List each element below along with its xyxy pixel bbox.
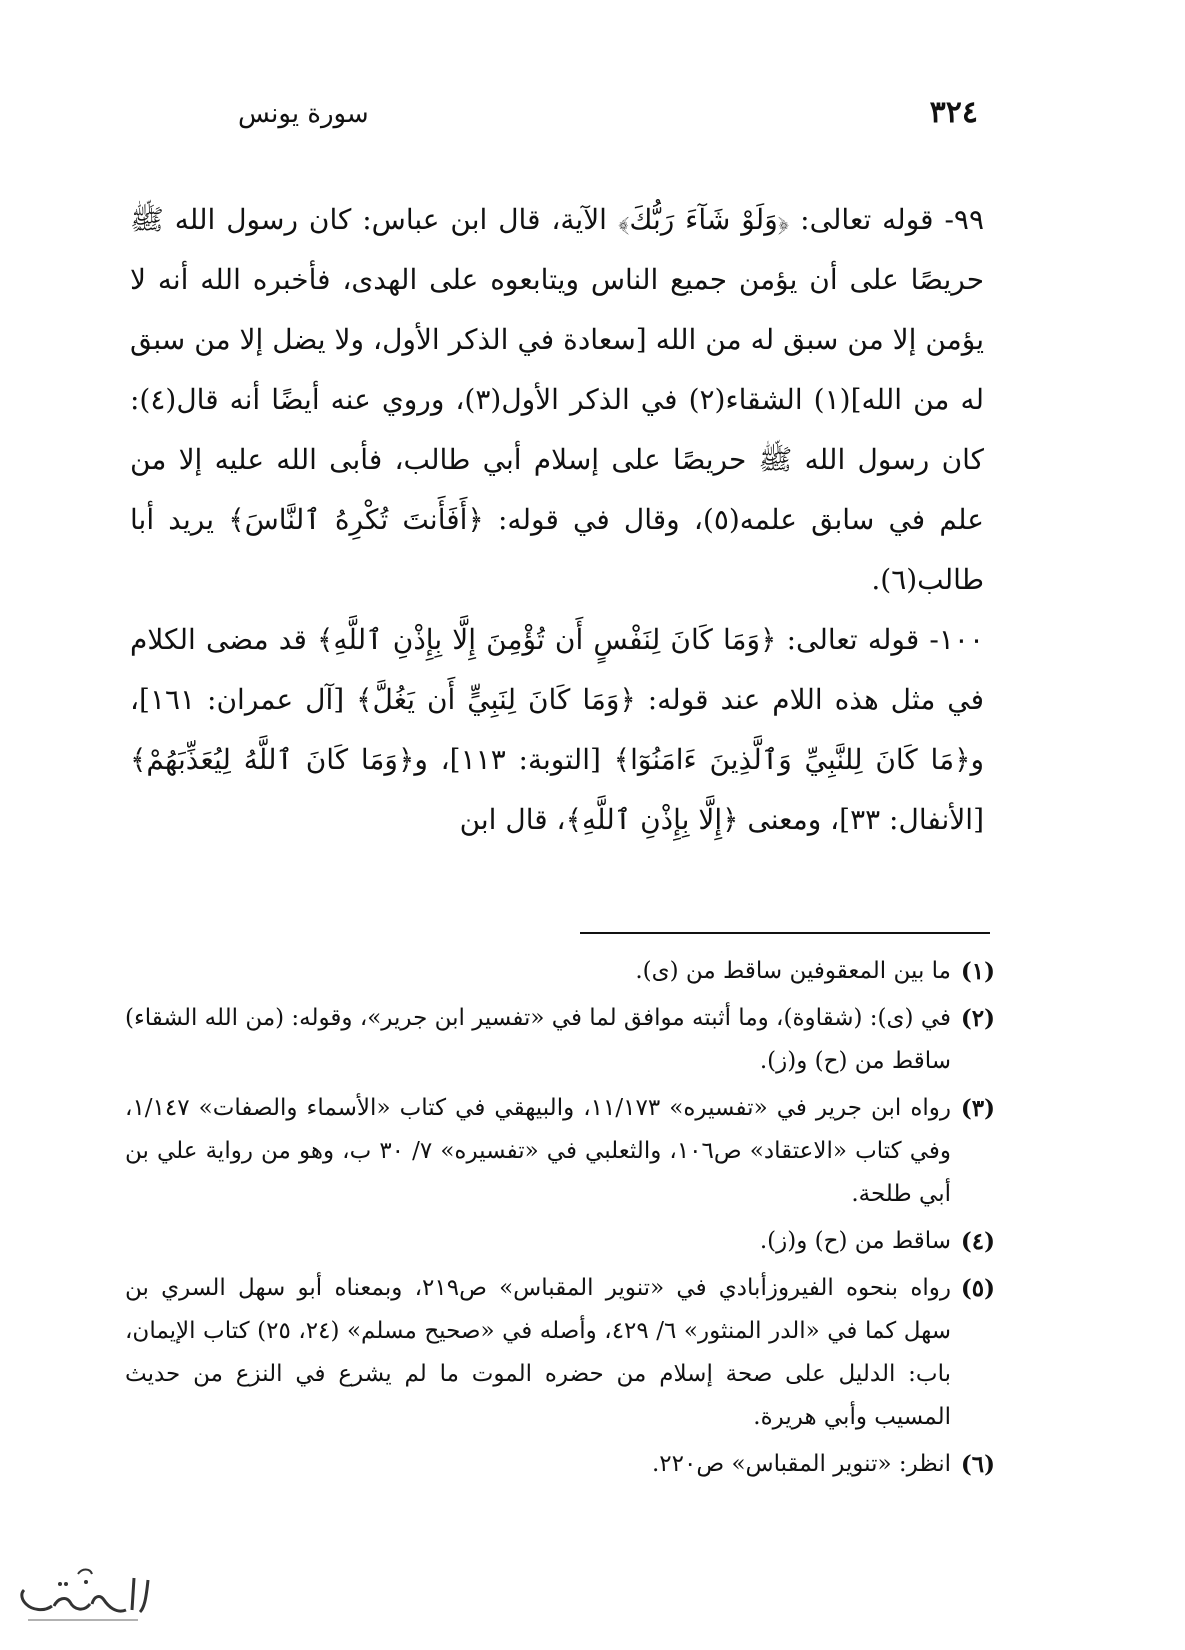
footnote-text: انظر: «تنوير المقباس» ص٢٢٠. [651,1451,951,1477]
footnote-3 [125,1087,995,1216]
library-logo-watermark [8,1560,158,1630]
main-text [130,190,984,850]
page-header [238,95,978,145]
footnote-number: (١) [960,958,995,985]
footnote-number: (٥) [960,1275,995,1302]
footnotes [125,950,995,1490]
footnote-text: ما بين المعقوفين ساقط من (ى). [635,958,951,984]
footnote-1 [125,950,995,993]
surah-title: سورة يونس [238,99,369,129]
footnote-2 [125,997,995,1083]
paragraph-verse-99: ٩٩- قوله تعالى: ﴿وَلَوْ شَآءَ رَبُّكَ﴾ الآية، قال ابن عباس: كان رسول الله ﷺ حريصًا على أن يؤمن جميع الناس ويتابعوه على الهدى، فأخبره الله أنه لا يؤمن إلا من سبق له من الله [سعادة في الذكر الأول، ولا يضل إلا من سبق له من الله](١) الشقاء(٢) في الذكر الأول(٣)، وروي عنه أيضًا أنه قال(٤): كان رسول الله ﷺ حريصًا على إسلام أبي طالب، فأبى الله عليه إلا من علم في سابق علمه(٥)، وقال في قوله: ﴿أَفَأَنتَ تُكْرِهُ ٱلنَّاسَ﴾ يريد أبا طالب(٦). [130,203,985,596]
footnote-text: في (ى): (شقاوة)، وما أثبته موافق لما في «تفسير ابن جرير»، وقوله: (من الله الشقاء) ساقط من (ح) و(ز). [125,1005,951,1074]
footnote-number: (٣) [960,1095,995,1122]
footnote-number: (٤) [960,1228,995,1255]
paragraph-verse-100: ١٠٠- قوله تعالى: ﴿وَمَا كَانَ لِنَفْسٍ أَن تُؤْمِنَ إِلَّا بِإِذْنِ ٱللَّهِ﴾ قد مضى الكلام في مثل هذه اللام عند قوله: ﴿وَمَا كَانَ لِنَبِيٍّ أَن يَغُلَّ﴾ [آل عمران: ١٦١]، و﴿مَا كَانَ لِلنَّبِيِّ وَٱلَّذِينَ ءَامَنُوٓا﴾ [التوبة: ١١٣]، و﴿وَمَا كَانَ ٱللَّهُ لِيُعَذِّبَهُمْ﴾ [الأنفال: ٣٣]، ومعنى ﴿إِلَّا بِإِذْنِ ٱللَّهِ﴾، قال ابن [130,623,984,836]
footnote-number: (٢) [960,1005,995,1032]
footnote-6 [125,1443,995,1486]
footnote-text: ساقط من (ح) و(ز). [759,1228,951,1254]
footnote-text: رواه بنحوه الفيروزأبادي في «تنوير المقباس» ص٢١٩، وبمعناه أبو سهل السري بن سهل كما في «الدر المنثور» ٦/ ٤٢٩، وأصله في «صحيح مسلم» (٢٤، ٢٥) كتاب الإيمان، باب: الدليل على صحة إسلام من حضره الموت ما لم يشرع في النزع من حديث المسيب وأبي هريرة. [125,1275,952,1430]
footnote-text: رواه ابن جرير في «تفسيره» ١١/١٧٣، والبيهقي في كتاب «الأسماء والصفات» ١/١٤٧، وفي كتاب «الاعتقاد» ص١٠٦، والثعلبي في «تفسيره» ٧/ ٣٠ ب، وهو من رواية علي بن أبي طلحة. [125,1095,951,1207]
footnote-number: (٦) [960,1451,995,1478]
page-number: ٣٢٤ [929,95,978,130]
footnote-4 [125,1220,995,1263]
footnote-5 [125,1267,995,1439]
footnote-divider [580,932,990,934]
